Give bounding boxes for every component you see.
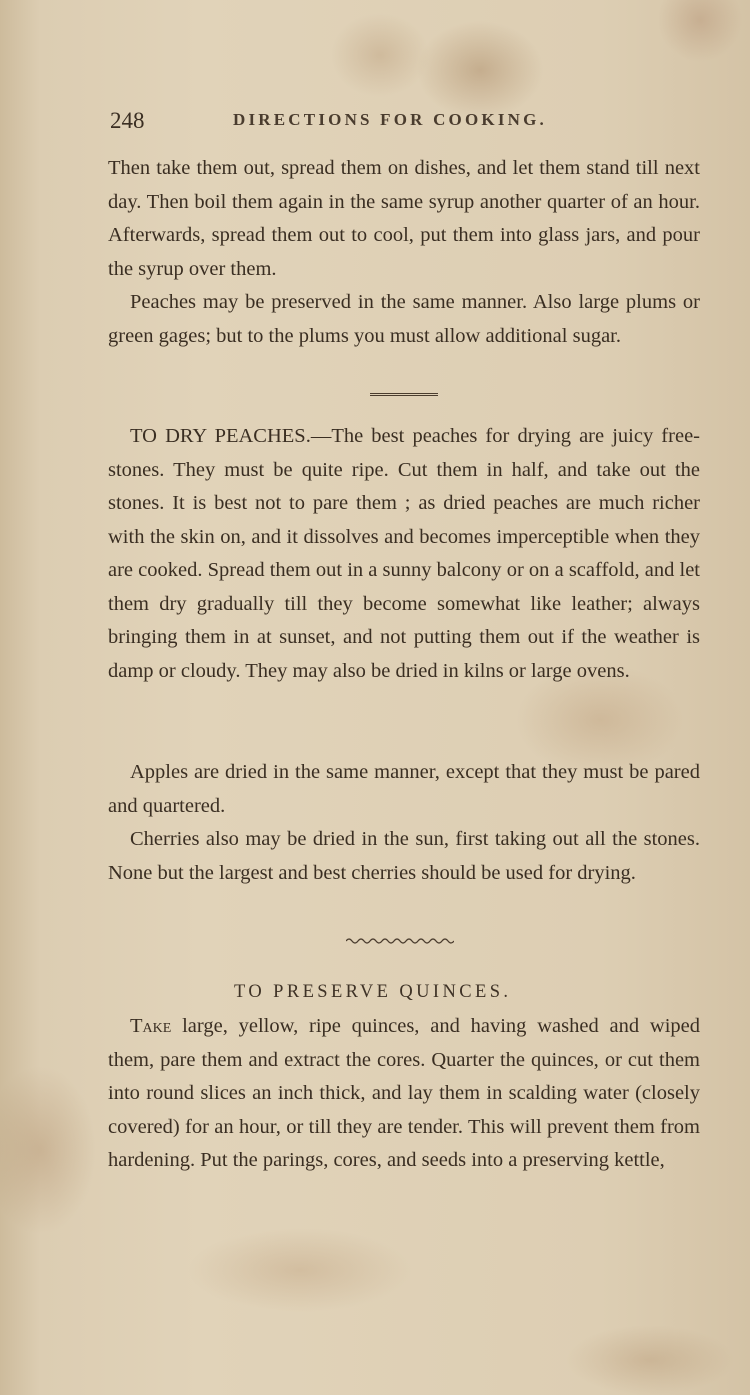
page-number: 248	[110, 108, 145, 133]
paragraph-cherries: Cherries also may be dried in the sun, first taking out all the stones. None but the largest and best cherries should be used for drying.	[108, 828, 700, 884]
paragraph-peaches-preserved: Peaches may be preserved in the same manner. Also large plums or green gages; but to the plums you must allow additional sugar.	[108, 291, 700, 347]
paragraph-dry-peaches	[108, 420, 700, 688]
paragraph-syrup: Then take them out, spread them on dishes, and let them stand till next day. Then boil them again in the same syrup another quarter of an hour. Afterwards, spread them out to cool, put them into glass jars, and pour the syrup over them.	[108, 157, 700, 280]
paragraph-apples: Apples are dried in the same manner, except that they must be pared and quartered.	[108, 761, 700, 817]
section-title-quinces: TO PRESERVE QUINCES.	[234, 982, 512, 1002]
wavy-divider	[346, 936, 454, 946]
quinces-body: large, yellow, ripe quinces, and having washed and wiped them, pare them and extract the cores. Quarter the quinces, or cut them into round slices an inch thick, and lay them in scalding water (closely covered) for an hour, or till they are tender. This will prevent them from hardening. Put the parings, cores, and seeds into a preserving kettle,	[108, 1015, 700, 1171]
section-divider	[370, 393, 438, 396]
dry-peaches-body: The best peaches for drying are juicy free-stones. They must be quite ripe. Cut them in half, and take out the stones. It is best not to pare them ; as dried peaches are much richer with the skin on, and it dissolves and becomes imperceptible when they are cooked. Spread them out in a sunny balcony or on a scaffold, and let them dry gradually till they become somewhat like leather; always bringing them in at sunset, and not putting them out if the weather is damp or cloudy. They may also be dried in kilns or large ovens.	[108, 425, 700, 682]
paragraph-quinces	[108, 1010, 700, 1178]
dry-peaches-heading: TO DRY PEACHES.—	[130, 425, 332, 447]
quinces-lead-word: Take	[130, 1015, 172, 1037]
page-header	[110, 108, 700, 138]
running-title: DIRECTIONS FOR COOKING.	[233, 110, 547, 129]
